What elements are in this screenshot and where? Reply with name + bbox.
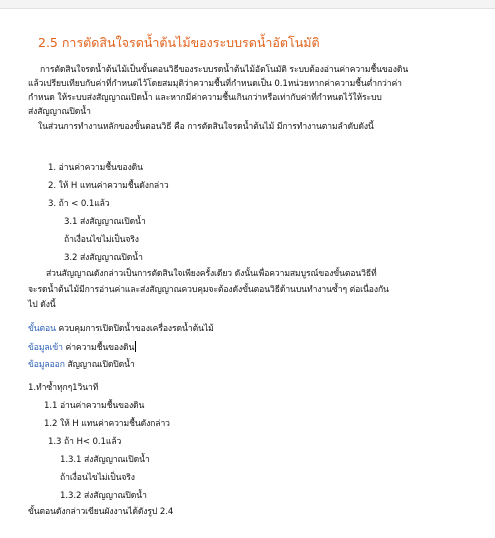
loop-step-line[interactable]: 1.ทำซ้ำทุกๆ1วินาที <box>28 383 99 393</box>
definition-label: ขั้นตอน <box>28 324 56 334</box>
definition-text: ควบคุมการเปิดปิดน้ำของเครื่องรดน้ำต้นไม้ <box>58 324 214 334</box>
step-line[interactable]: 3.2 ส่งสัญญาณปิดน้ำ <box>64 253 143 263</box>
definition-text: ค่าความชื้นของดิน <box>65 343 135 353</box>
step-line[interactable]: 3.1 ส่งสัญญาณเปิดน้ำ <box>64 217 146 227</box>
step-line[interactable]: ถ้าเงื่อนไขไม่เป็นจริง <box>64 235 139 245</box>
loop-step-line[interactable]: 1.1 อ่านค่าความชื้นของดิน <box>44 401 145 411</box>
step-line[interactable]: 1. อ่านค่าความชื้นของดิน <box>48 163 143 173</box>
paragraph-line[interactable]: ส่วนสัญญาณดังกล่าวเป็นการตัดสินใจเพียงครั้งเดียว ดังนั้นเพื่อความสมบูรณ์ของขั้นตอนวิธีที่ <box>46 269 377 279</box>
definition-output[interactable] <box>28 359 135 371</box>
definition-label: ข้อมูลเข้า <box>28 343 63 353</box>
paragraph-line[interactable]: แล้วเปรียบเทียบกับค่าที่กำหนดไว้โดยสมมุติว่าความชื้นที่กำหนดเป็น 0.1หน่วยหากค่าความชื้นต่ำกว่าค่า <box>28 79 402 89</box>
text-cursor <box>135 341 136 352</box>
definition-label: ข้อมูลออก <box>28 360 65 370</box>
loop-step-line[interactable]: 1.3 ถ้า H< 0.1แล้ว <box>48 437 122 447</box>
loop-step-line[interactable]: 1.3.2 ส่งสัญญาณปิดน้ำ <box>60 491 147 501</box>
definition-text: สัญญาณเปิดปิดน้ำ <box>67 360 135 370</box>
page-top-edge <box>0 0 495 9</box>
paragraph-line[interactable]: ไป ดังนี้ <box>28 300 56 310</box>
definition-input[interactable] <box>28 341 136 354</box>
paragraph-line[interactable]: ส่งสัญญาณปิดน้ำ <box>28 107 91 117</box>
step-line[interactable]: 3. ถ้า < 0.1แล้ว <box>48 199 110 209</box>
closing-line[interactable]: ขั้นตอนดังกล่าวเขียนผังงานได้ดังรูป 2.4 <box>28 507 174 517</box>
paragraph-line[interactable]: ในส่วนการทำงานหลักของขั้นตอนวิธี คือ การตัดสินใจรดน้ำต้นไม้ มีการทำงานตามลำดับดังนี้ <box>38 122 374 132</box>
paragraph-line[interactable]: การตัดสินใจรดน้ำต้นไม้เป็นขั้นตอนวิธีของระบบรดน้ำต้นไม้อัตโนมัติ ระบบต้องอ่านค่าความชื้นของดิน <box>40 65 409 75</box>
paragraph-line[interactable]: จะรดน้ำต้นไม้มีการอ่านค่าและส่งสัญญาณควบคุมจะต้องดังขั้นตอนวิธีด้านบนทำงานซ้ำๆ ต่อเนื่องกัน <box>28 285 389 295</box>
loop-step-line[interactable]: ถ้าเงื่อนไขไม่เป็นจริง <box>60 473 135 483</box>
definition-procedure[interactable] <box>28 323 214 335</box>
paragraph-line[interactable]: กำหนด ให้ระบบส่งสัญญาณเปิดน้ำ และหากมีค่าความชื้นเกินกว่าหรือเท่ากับค่าที่กำหนดไว้ให้ระบบ <box>28 93 382 103</box>
loop-step-line[interactable]: 1.2 ให้ H แทนค่าความชื้นดังกล่าว <box>44 419 170 429</box>
step-line[interactable]: 2. ให้ H แทนค่าความชื้นดังกล่าว <box>48 181 169 191</box>
section-heading: 2.5 การตัดสินใจรดน้ำต้นไม้ของระบบรดน้ำอัตโนมัติ <box>38 35 320 50</box>
loop-step-line[interactable]: 1.3.1 ส่งสัญญาณเปิดน้ำ <box>60 455 150 465</box>
